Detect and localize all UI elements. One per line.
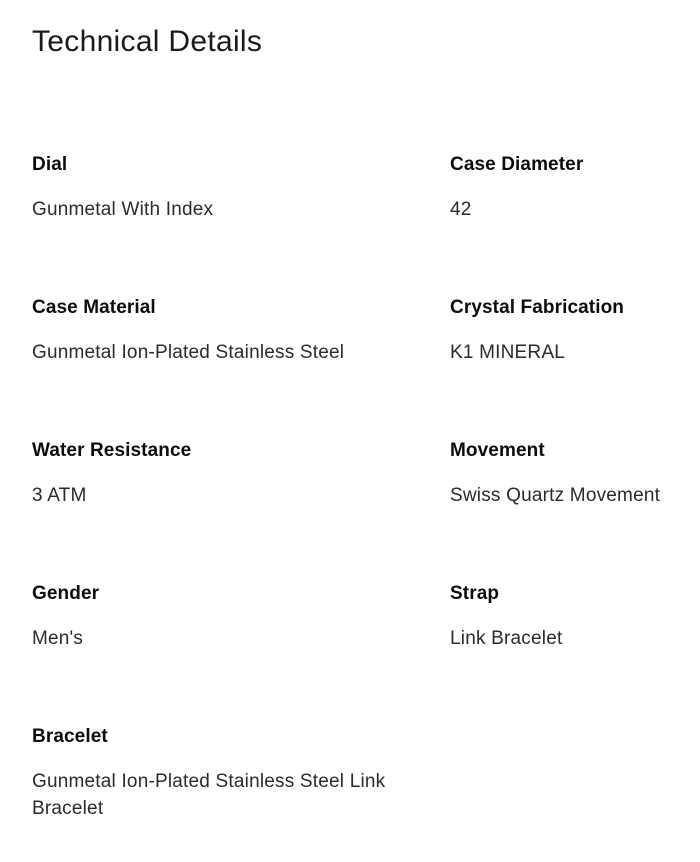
spec-item-strap [450,581,692,652]
spec-value: Gunmetal With Index [32,199,214,220]
spec-value: Link Bracelet [450,628,563,649]
spec-value: Gunmetal Ion-Plated Stainless Steel Link Bracelet [32,771,386,819]
spec-item-water-resistance [32,438,422,509]
spec-value: Gunmetal Ion-Plated Stainless Steel [32,342,345,363]
page-title: Technical Details [32,25,263,58]
spec-item-case-diameter [450,152,692,223]
spec-value: 42 [450,199,472,220]
spec-label: Crystal Fabrication [450,297,625,318]
spec-value: Swiss Quartz Movement [450,485,661,506]
spec-item-bracelet [32,724,422,822]
spec-label: Strap [450,583,500,604]
spec-label: Case Material [32,297,156,318]
specs-grid [32,152,692,822]
spec-label: Movement [450,440,545,461]
spec-item-case-material [32,295,422,366]
spec-value: 3 ATM [32,485,87,506]
spec-item-gender [32,581,422,652]
spec-label: Gender [32,583,100,604]
spec-value: Men's [32,628,84,649]
spec-item-crystal-fabrication [450,295,692,366]
spec-item-dial [32,152,422,223]
spec-label: Dial [32,154,68,175]
spec-label: Water Resistance [32,440,192,461]
spec-item-movement [450,438,692,509]
spec-label: Case Diameter [450,154,584,175]
spec-value: K1 MINERAL [450,342,565,363]
spec-label: Bracelet [32,726,108,747]
